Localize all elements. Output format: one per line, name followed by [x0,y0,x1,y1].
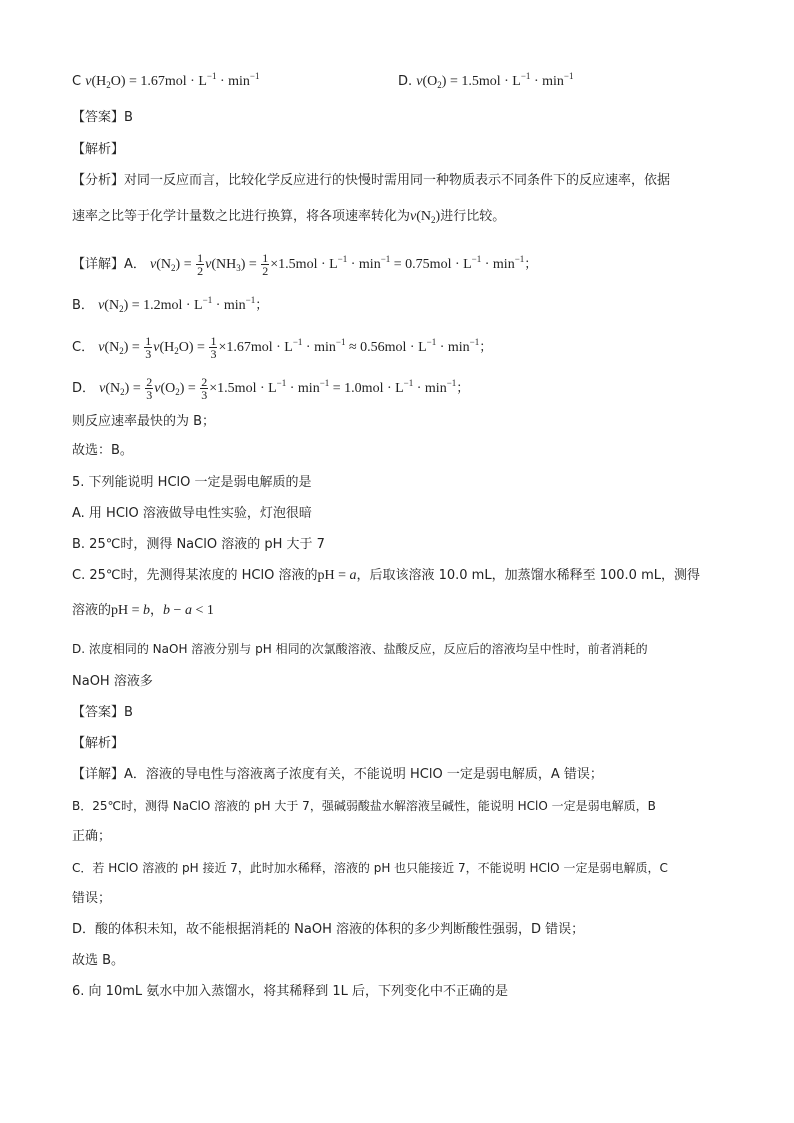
fenxi-text: 对同一反应而言，比较化学反应进行的快慢时需用同一种物质表示不同条件下的反应速率，依据 [124,173,671,188]
q5-detail-b-line1: B．25℃时，测得 NaClO 溶液的 pH 大于 7，强碱弱酸盐水解溶液呈碱性，能说明 HClO 一定是弱电解质，B [72,799,656,813]
option-label: D. [398,74,413,89]
q5-stem: 5. 下列能说明 HClO 一定是弱电解质的是 [72,475,312,490]
q4-analysis-tag: 【解析】 [72,142,125,157]
q5-choose: 故选 B。 [72,953,125,968]
option-text: C. 25℃时，先测得某浓度的 HClO 溶液的 [72,568,318,583]
option-label: B． [72,298,94,313]
fenxi-text: 速率之比等于化学计量数之比进行换算，将各项速率转化为 [72,209,411,224]
q5-option-b: B. 25℃时，测得 NaClO 溶液的 pH 大于 7 [72,537,325,552]
q4-answer: 【答案】B [72,110,133,125]
detail-tag: 【详解】A． [72,257,146,272]
q4-option-d: D. $v(O_2) = 1.5mol \cdot L^{-1} \cdot \min^{-1}$ [398,71,574,90]
q4-conclusion: 则反应速率最快的为 B； [72,414,216,429]
q4-option-c: C $v(H_2O) = 1.67mol \cdot L^{-1} \cdot \min^{-1}$ [72,71,260,90]
q4-fenxi-line1 [72,172,670,190]
q5-detail-b-line2: 正确； [72,829,112,844]
q5-option-c-line1: C. 25℃时，先测得某浓度的 HClO 溶液的pH = a，后取该溶液 10.0 mL，加蒸馏水稀释至 100.0 mL，测得 [72,568,700,583]
q5-option-c-line2: 溶液的pH = b，b − a < 1 [72,603,214,618]
q4-detail-d: D． $v(N_2)$ = $\frac{2}{3}$ $v(O_2)$ = $\frac{2}{3}$ $\times 1.5mol \cdot L^{-1} \cdot \min^{-1} = 1.0mol \cdot L^{-1} \cdot \min^{-1}$； [72,375,470,403]
q5-detail-c-line1: C．若 HClO 溶液的 pH 接近 7，此时加水稀释，溶液的 pH 也只能接近 7，不能说明 HClO 一定是弱电解质，C [72,861,668,875]
q5-detail-a: 【详解】A．溶液的导电性与溶液离子浓度有关，不能说明 HClO 一定是弱电解质，A 错误； [72,767,603,782]
q5-option-d-line2: NaOH 溶液多 [72,674,153,689]
punct: ； [524,257,538,272]
q5-option-a: A. 用 HClO 溶液做导电性实验，灯泡很暗 [72,506,312,521]
fenxi-text-tail: 进行比较。 [440,209,506,224]
q5-detail-d: D．酸的体积未知，故不能根据消耗的 NaOH 溶液的体积的多少判断酸性强弱，D 错误； [72,922,585,937]
q6-stem: 6. 向 10mL 氨水中加入蒸馏水，将其稀释到 1L 后，下列变化中不正确的是 [72,984,509,999]
q4-choose: 故选：B。 [72,443,133,458]
fenxi-tag: 【分析】 [72,173,125,188]
q5-answer: 【答案】B [72,705,133,720]
q4-detail-b: B． $v(N_2) = 1.2mol \cdot L^{-1} \cdot \min^{-1}$； [72,295,269,314]
option-text: 溶液的 [72,603,112,618]
option-text: ，后取该溶液 10.0 mL，加蒸馏水稀释至 100.0 mL，测得 [356,568,700,583]
option-label: D． [72,381,96,396]
q5-analysis-tag: 【解析】 [72,736,125,751]
q4-detail-c: C． $v(N_2)$ = $\frac{1}{3}$ $v(H_2O)$ = $\frac{1}{3}$ $\times 1.67mol \cdot L^{-1} \cdot \min^{-1} \approx 0.56mol \cdot L^{-1} \cdot \min^{-1}$； [72,334,493,362]
q5-option-d-line1: D. 浓度相同的 NaOH 溶液分别与 pH 相同的次氯酸溶液、盐酸反应，反应后的溶液均呈中性时，前者消耗的 [72,642,648,656]
q5-detail-c-line2: 错误； [72,891,112,906]
q4-detail-a: 【详解】A． $v(N_2)$ = $\frac{1}{2}$ $v(NH_3)$ = $\frac{1}{2}$ $\times 1.5mol \cdot L^{-1} \cdot \min^{-1} = 0.75mol \cdot L^{-1} \cdot \min^{-1}$； [72,251,538,279]
option-label: C． [72,340,95,355]
option-label: C [72,74,82,89]
q4-fenxi-line2: 速率之比等于化学计量数之比进行换算，将各项速率转化为$v(N_2)$进行比较。 [72,209,506,225]
